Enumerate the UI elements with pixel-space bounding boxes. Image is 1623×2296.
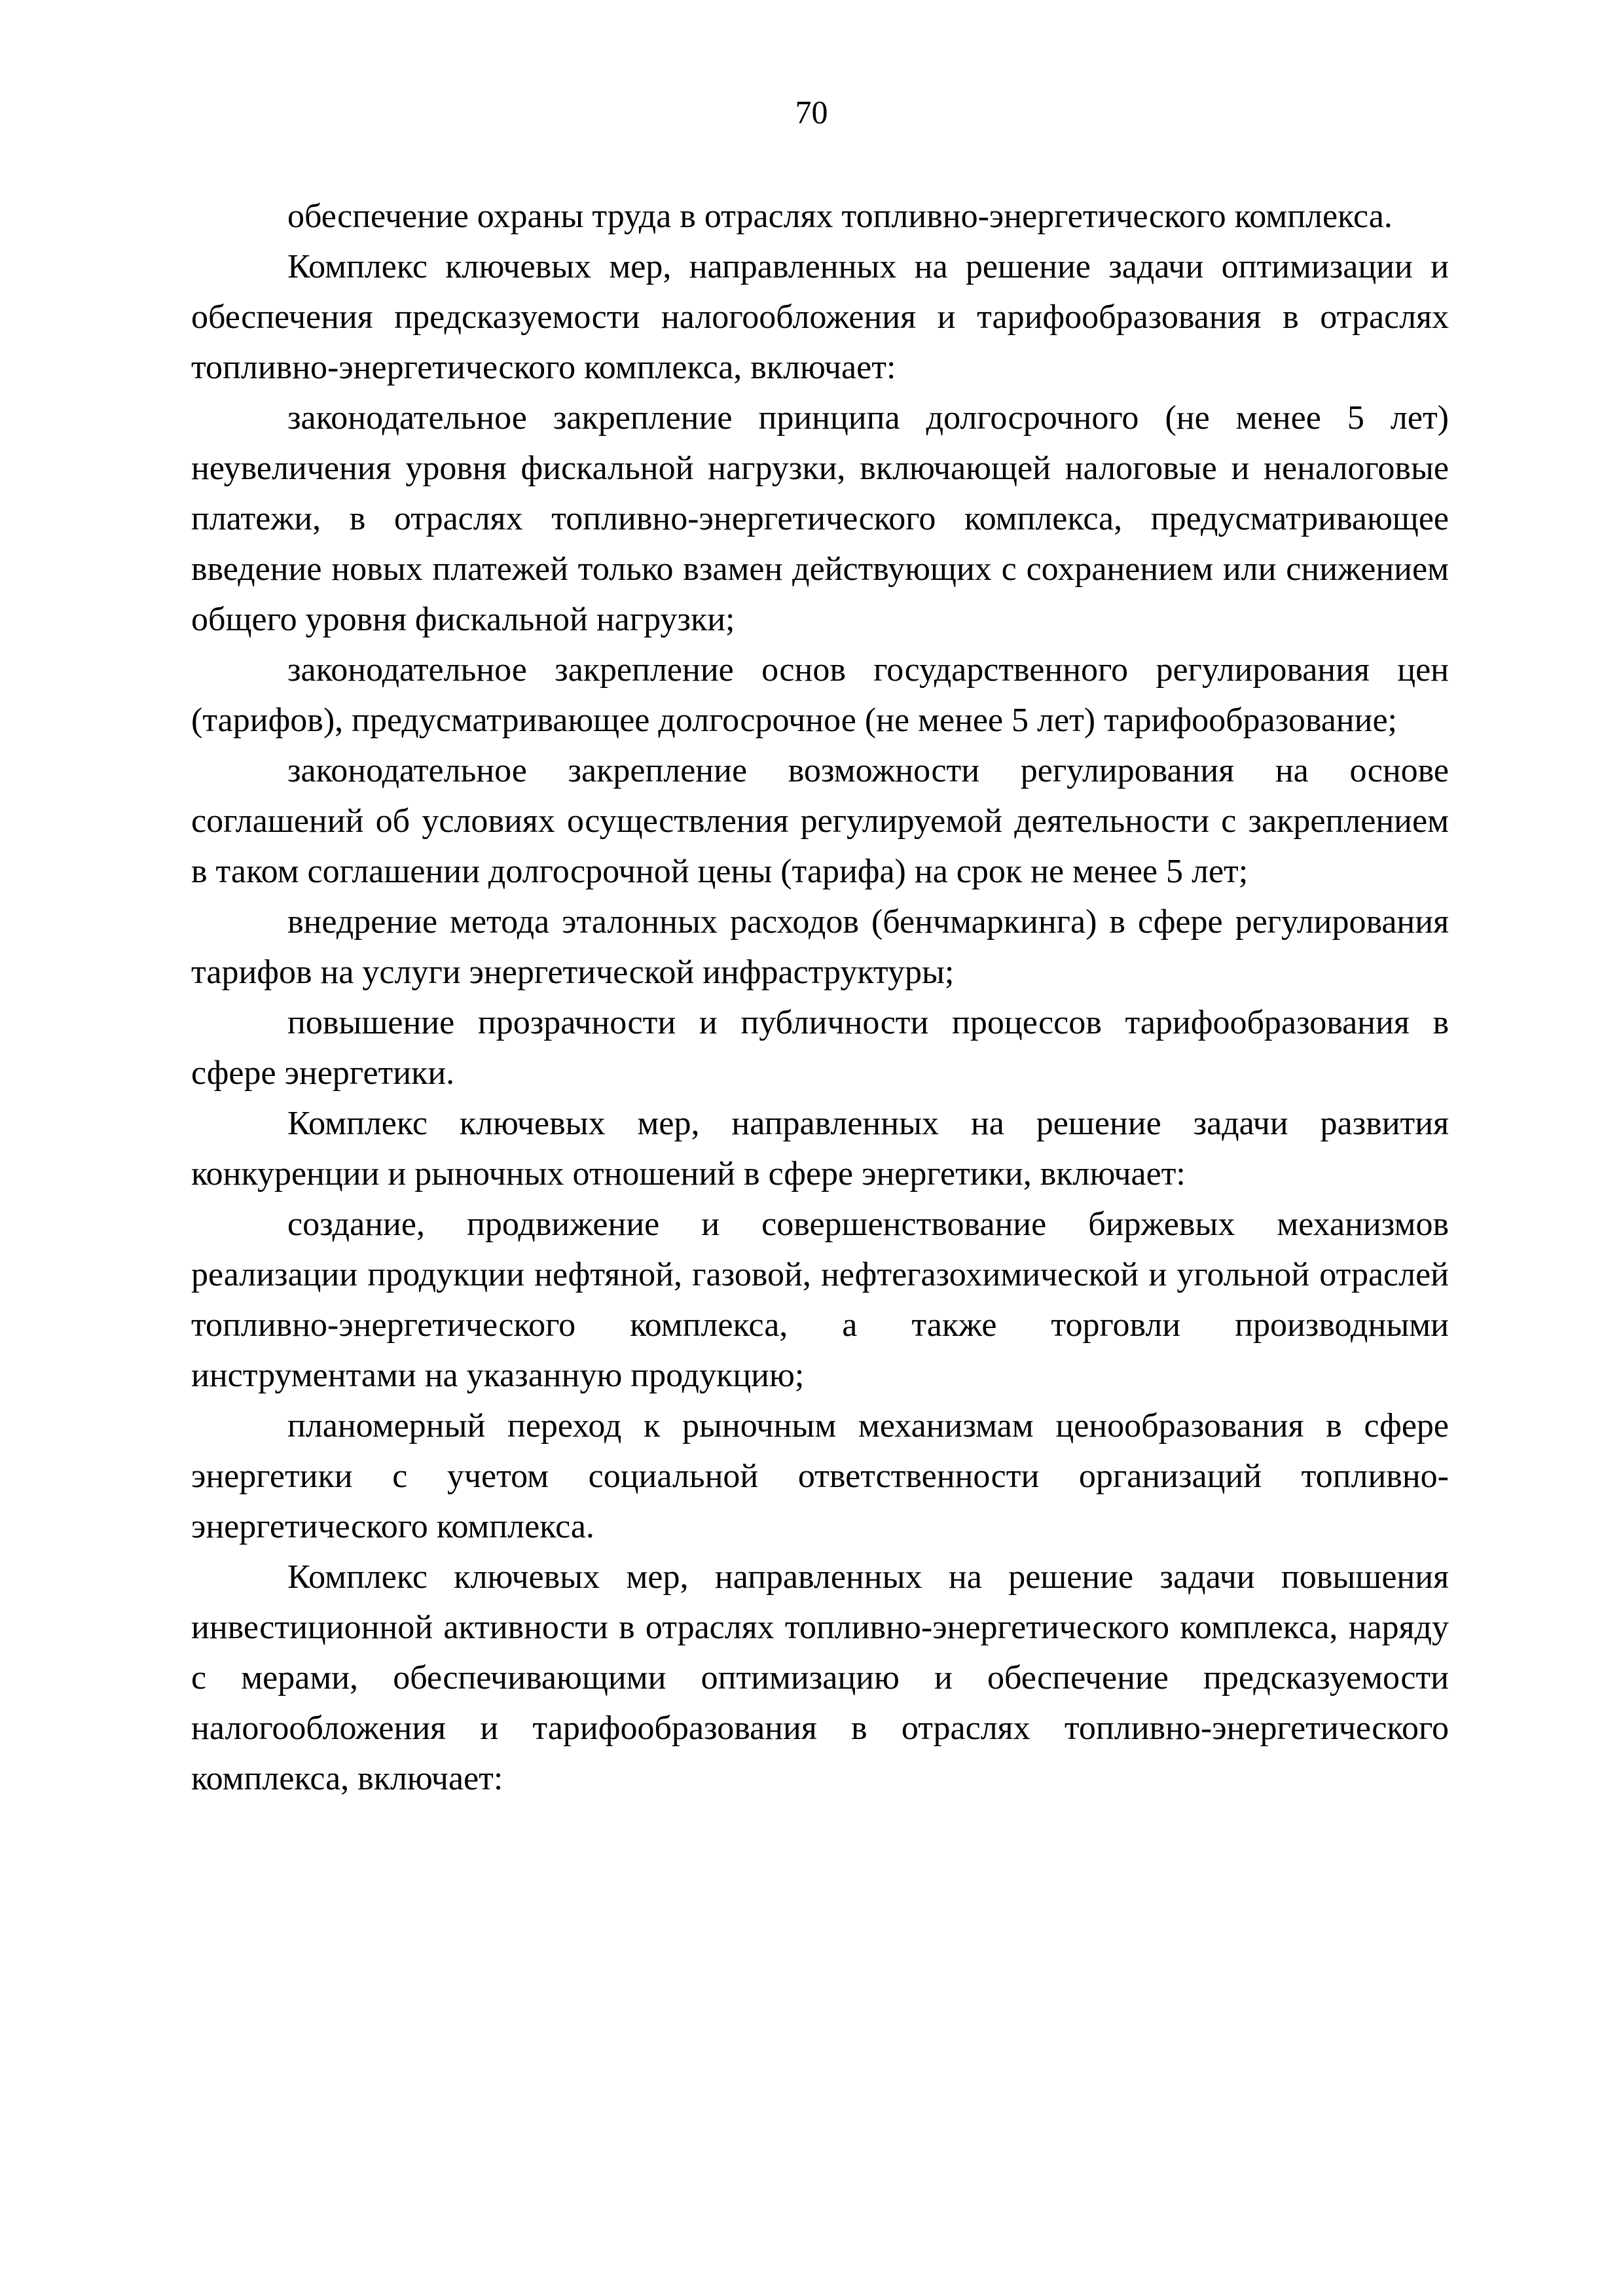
paragraph: обеспечение охраны труда в отраслях топливно-энергетического комплекса. xyxy=(287,198,1393,235)
page-number: 70 xyxy=(795,94,828,130)
paragraph: Комплекс ключевых мер, направленных на решение задачи повышения инвестиционной активности в отраслях топливно-энергетического комплекса, наряду с мерами, обеспечивающими оптимизацию и обеспечение предсказуемости налогообложения и тарифообразования в отраслях топливно-энергетического комплекса, включает: xyxy=(191,1558,1449,1797)
paragraph: планомерный переход к рыночным механизмам ценообразования в сфере энергетики с учетом социальной ответственности организаций топливно-энергетического комплекса. xyxy=(191,1407,1449,1545)
paragraph: законодательное закрепление возможности регулирования на основе соглашений об условиях осуществления регулируемой деятельности с закреплением в таком соглашении долгосрочной цены (тарифа) на срок не менее 5 лет; xyxy=(191,752,1449,890)
document-body xyxy=(191,191,1449,1804)
paragraph: Комплекс ключевых мер, направленных на решение задачи оптимизации и обеспечения предсказуемости налогообложения и тарифообразования в отраслях топливно-энергетического комплекса, включает: xyxy=(191,248,1449,386)
paragraph: Комплекс ключевых мер, направленных на решение задачи развития конкуренции и рыночных отношений в сфере энергетики, включает: xyxy=(191,1105,1449,1193)
paragraph: создание, продвижение и совершенствование биржевых механизмов реализации продукции нефтяной, газовой, нефтегазохимической и угольной отраслей топливно-энергетического комплекса, а также торговли производными инструментами на указанную продукцию; xyxy=(191,1206,1449,1394)
paragraph: законодательное закрепление основ государственного регулирования цен (тарифов), предусматривающее долгосрочное (не менее 5 лет) тарифообразование; xyxy=(191,651,1449,739)
paragraph: внедрение метода эталонных расходов (бенчмаркинга) в сфере регулирования тарифов на услуги энергетической инфраструктуры; xyxy=(191,903,1449,991)
paragraph: законодательное закрепление принципа долгосрочного (не менее 5 лет) неувеличения уровня фискальной нагрузки, включающей налоговые и неналоговые платежи, в отраслях топливно-энергетического комплекса, предусматривающее введение новых платежей только взамен действующих с сохранением или снижением общего уровня фискальной нагрузки; xyxy=(191,399,1449,638)
paragraph: повышение прозрачности и публичности процессов тарифообразования в сфере энергетики. xyxy=(191,1004,1449,1092)
